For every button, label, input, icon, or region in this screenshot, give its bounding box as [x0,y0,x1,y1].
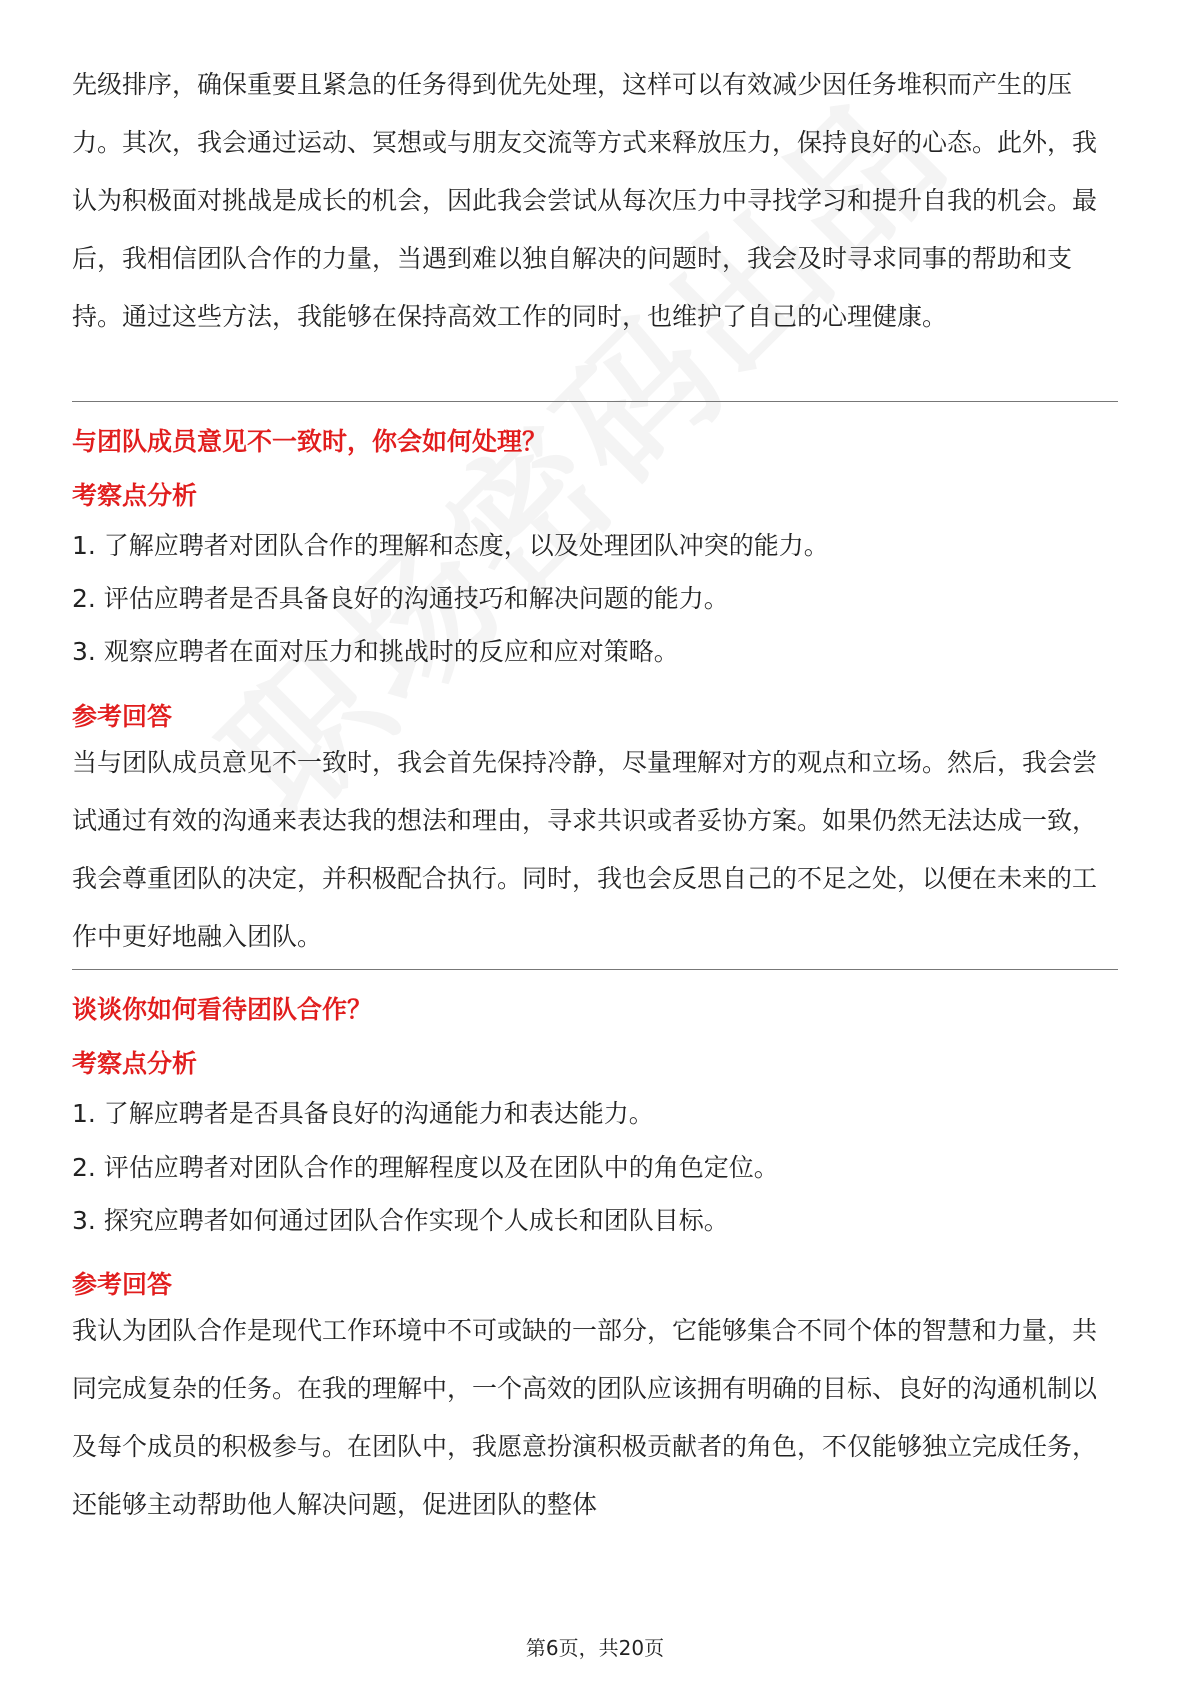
intro-paragraph: 先级排序，确保重要且紧急的任务得到优先处理，这样可以有效减少因任务堆积而产生的压力。其次，我会通过运动、冥想或与朋友交流等方式来释放压力，保持良好的心态。此外，我认为积极面对挑战是成长的机会，因此我会尝试从每次压力中寻找学习和提升自我的机会。最后，我相信团队合作的力量，当遇到难以独自解决的问题时，我会及时寻求同事的帮助和支持。通过这些方法，我能够在保持高效工作的同时，也维护了自己的心理健康。 [72,70,1098,331]
answer-heading: 参考回答 [72,702,173,731]
analysis-point: 1. 了解应聘者对团队合作的理解和态度，以及处理团队冲突的能力。 [72,531,829,560]
question-title: 谈谈你如何看待团队合作？ [72,995,373,1024]
analysis-point: 3. 观察应聘者在面对压力和挑战时的反应和应对策略。 [72,637,679,666]
analysis-point: 2. 评估应聘者对团队合作的理解程度以及在团队中的角色定位。 [72,1153,779,1182]
answer-paragraph: 当与团队成员意见不一致时，我会首先保持冷静，尽量理解对方的观点和立场。然后，我会尝试通过有效的沟通来表达我的想法和理由，寻求共识或者妥协方案。如果仍然无法达成一致，我会尊重团队的决定，并积极配合执行。同时，我也会反思自己的不足之处，以便在未来的工作中更好地融入团队。 [72,748,1098,951]
divider [72,969,1118,970]
analysis-point: 3. 探究应聘者如何通过团队合作实现个人成长和团队目标。 [72,1206,729,1235]
answer-paragraph: 我认为团队合作是现代工作环境中不可或缺的一部分，它能够集合不同个体的智慧和力量，共同完成复杂的任务。在我的理解中，一个高效的团队应该拥有明确的目标、良好的沟通机制以及每个成员的积极参与。在团队中，我愿意扮演积极贡献者的角色，不仅能够独立完成任务，还能够主动帮助他人解决问题，促进团队的整体 [72,1316,1098,1519]
question-title: 与团队成员意见不一致时，你会如何处理？ [72,427,548,456]
analysis-heading: 考察点分析 [72,481,198,510]
analysis-point: 2. 评估应聘者是否具备良好的沟通技巧和解决问题的能力。 [72,584,729,613]
divider [72,401,1118,402]
analysis-point: 1. 了解应聘者是否具备良好的沟通能力和表达能力。 [72,1099,654,1128]
answer-heading: 参考回答 [72,1270,173,1299]
page-footer: 第6页，共20页 [525,1636,665,1660]
analysis-heading: 考察点分析 [72,1049,198,1078]
